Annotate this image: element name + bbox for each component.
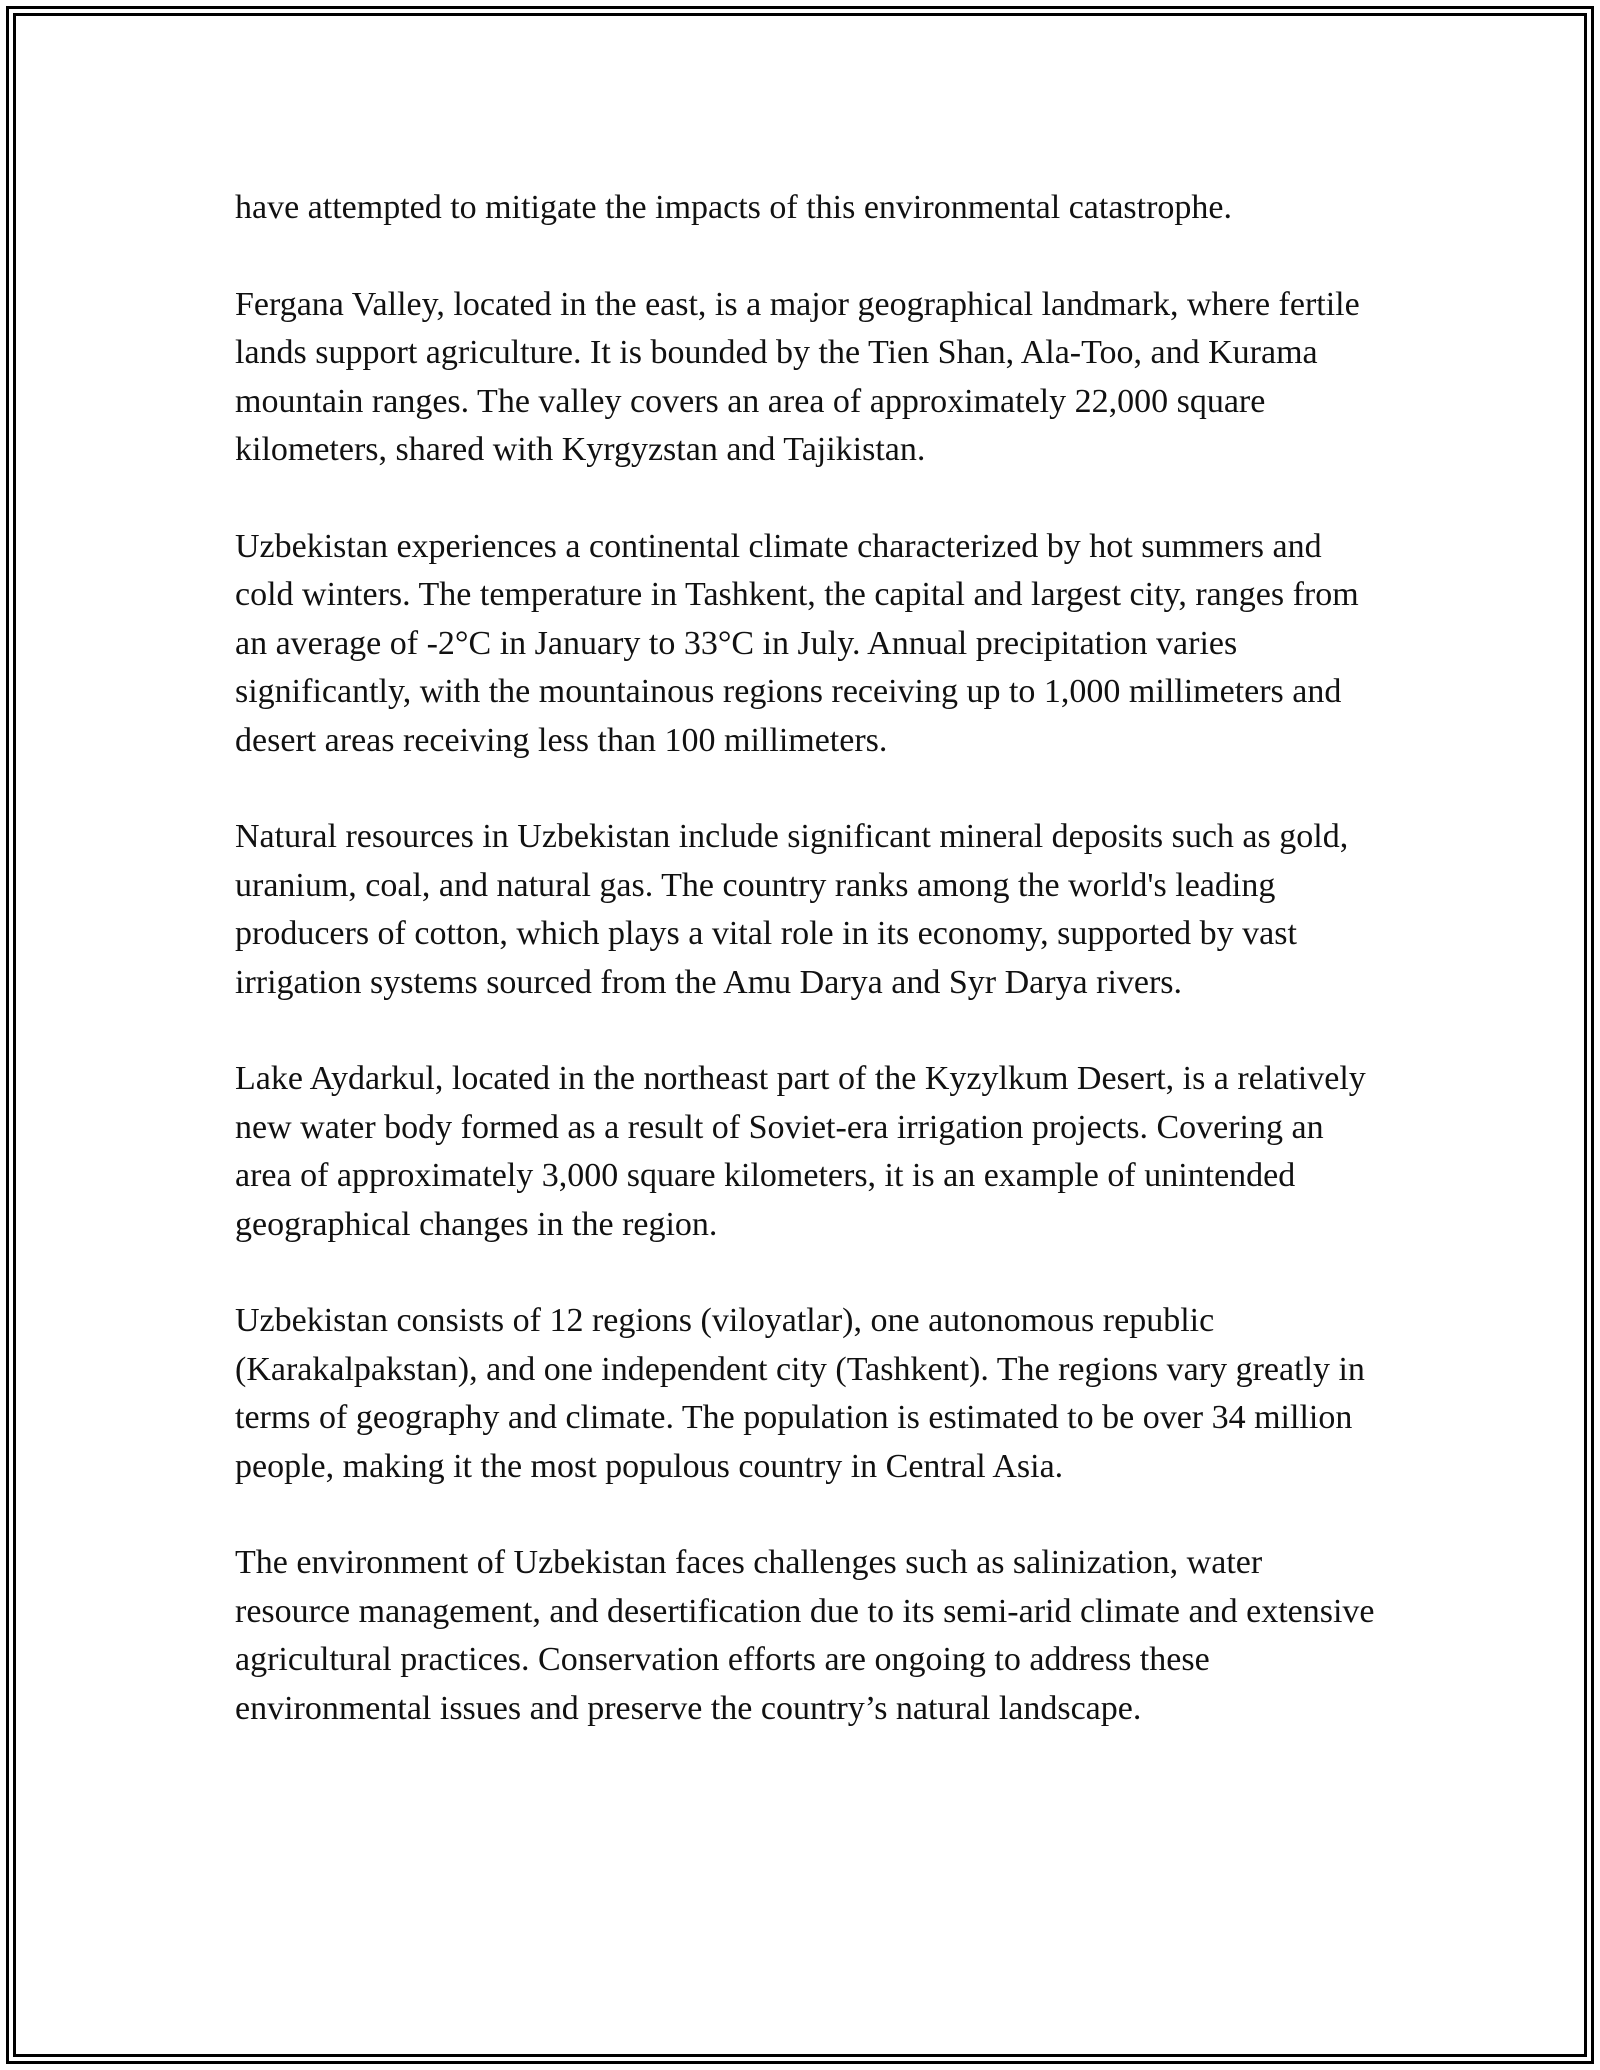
paragraph-lake-aydarkul: Lake Aydarkul, located in the northeast part of the Kyzylkum Desert, is a relatively new water body formed as a result of Soviet-era irrigation projects. Covering an area of approximately 3,000 square kilometers, it is an example of unintended geographical changes in the region.: [235, 1060, 1366, 1243]
paragraph-climate: Uzbekistan experiences a continental climate characterized by hot summers and cold winters. The temperature in Tashkent, the capital and largest city, ranges from an average of -2°C in January to 33°C in July. Annual precipitation varies significantly, with the mountainous regions receiving up to 1,000 millimeters and desert areas receiving less than 100 millimeters.: [235, 527, 1359, 759]
paragraph-aral-sea-continuation: have attempted to mitigate the impacts of this environmental catastrophe.: [235, 189, 1233, 226]
paragraph-natural-resources: Natural resources in Uzbekistan include significant mineral deposits such as gold, uranium, coal, and natural gas. The country ranks among the world's leading producers of cotton, which plays a vital role in its economy, supported by vast irrigation systems sourced from the Amu Darya and Syr Darya rivers.: [235, 818, 1349, 1001]
paragraph-fergana-valley: Fergana Valley, located in the east, is a major geographical landmark, where fertile lands support agriculture. It is bounded by the Tien Shan, Ala-Too, and Kurama mountain ranges. The valley covers an area of approximately 22,000 square kilometers, shared with Kyrgyzstan and Tajikistan.: [235, 285, 1360, 468]
paragraph-environment: The environment of Uzbekistan faces challenges such as salinization, water resource management, and desertification due to its semi-arid climate and extensive agricultural practices. Conservation efforts are ongoing to address these environmental issues and preserve the country’s natural landscape.: [235, 1544, 1375, 1727]
document-body: [235, 184, 1385, 1781]
paragraph-regions-population: Uzbekistan consists of 12 regions (viloyatlar), one autonomous republic (Karakalpakstan), and one independent city (Tashkent). The regions vary greatly in terms of geography and climate. The population is estimated to be over 34 million people, making it the most populous country in Central Asia.: [235, 1302, 1365, 1485]
